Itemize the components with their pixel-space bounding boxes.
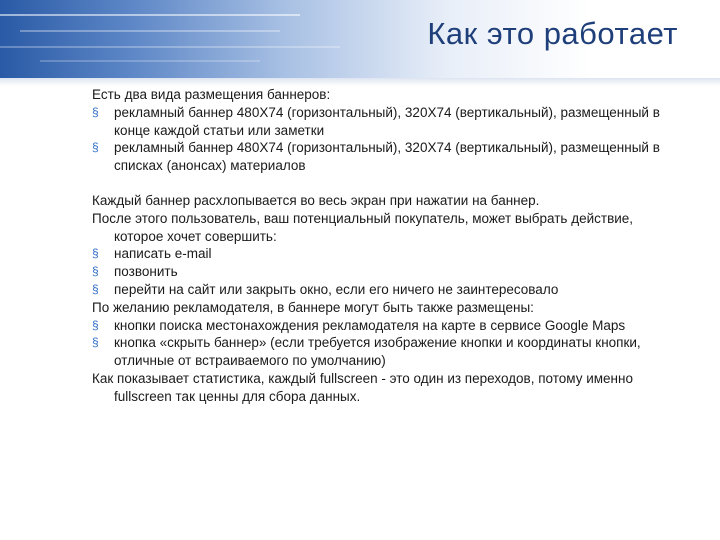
header-streak xyxy=(20,30,280,32)
page-title: Как это работает xyxy=(427,16,678,51)
list-item: § перейти на сайт или закрыть окно, если его ничего не заинтересовало xyxy=(92,281,672,299)
list-item: § кнопка «скрыть баннер» (если требуется изображение кнопки и координаты кнопки, отличные от встраиваемого по умолчанию) xyxy=(92,334,672,370)
paragraph: По желанию рекламодателя, в баннере могут быть также размещены: xyxy=(92,299,534,315)
list-item: § рекламный баннер 480Х74 (горизонтальный), 320Х74 (вертикальный), размещенный в конце каждой статьи или заметки xyxy=(92,104,672,140)
list-item: § кнопки поиска местонахождения рекламодателя на карте в сервисе Google Maps xyxy=(92,317,672,335)
header-streak xyxy=(0,46,340,48)
header-streak xyxy=(40,60,260,62)
slide-content xyxy=(92,86,672,406)
paragraph: После этого пользователь, ваш потенциальный покупатель, может выбрать действие, которое хочет совершить: xyxy=(92,210,634,244)
paragraph: Как показывает статистика, каждый fullscreen - это один из переходов, потому именно fullscreen так ценны для сбора данных. xyxy=(92,370,633,404)
list-item: § рекламный баннер 480Х74 (горизонтальный), 320Х74 (вертикальный), размещенный в списках (анонсах) материалов xyxy=(92,139,672,175)
intro-text: Есть два вида размещения баннеров: xyxy=(92,87,331,102)
list-item: § написать e-mail xyxy=(92,245,672,263)
header-streak xyxy=(0,14,300,16)
paragraph-gap xyxy=(92,175,672,192)
list-item: § позвонить xyxy=(92,263,672,281)
header-shadow xyxy=(0,78,720,86)
paragraph: Каждый баннер расхлопывается во весь экран при нажатии на баннер. xyxy=(92,192,540,208)
